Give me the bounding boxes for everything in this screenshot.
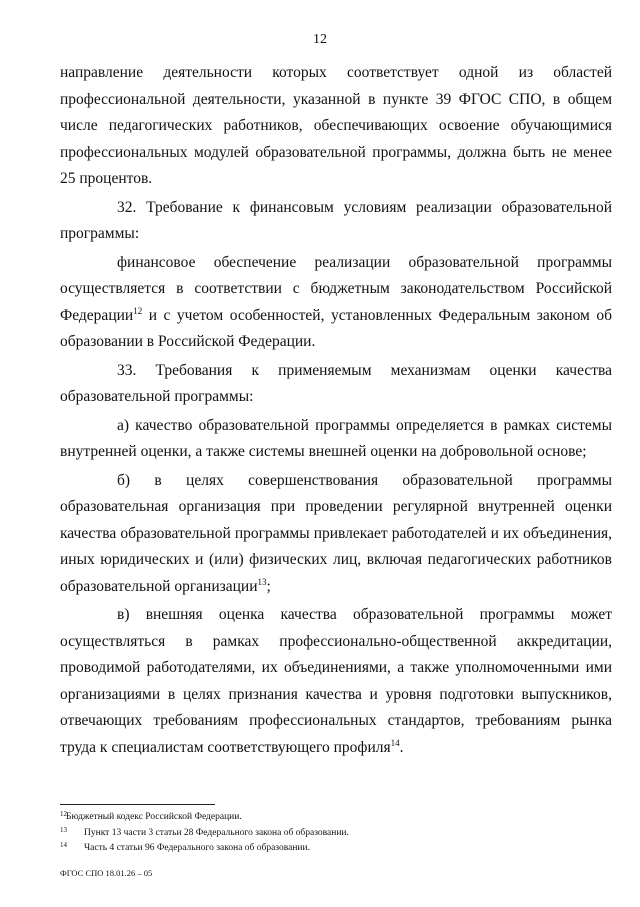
paragraph-financial-support [60,250,612,356]
footnote-separator [60,804,215,805]
footnote-number: 14 [60,841,67,849]
paragraph-continuation: направление деятельности которых соответствует одной из областей профессиональной деятельности, указанной в пункте 39 ФГОС СПО, в общем числе педагогических работников, обеспечивающих освоение обучающимися профессиональных модулей образовательной программы, должна быть не менее 25 процентов. [60,64,612,187]
footnote-14 [60,839,612,855]
page-number: 12 [313,32,327,47]
footnote-ref-13: 13 [257,576,267,587]
footnote-text: Часть 4 статьи 96 Федерального закона об образовании. [84,843,310,853]
paragraph-33b-end: ; [266,577,271,595]
footnote-ref-14: 14 [390,737,400,748]
paragraph-item-33b [60,468,612,601]
paragraph-item-33a: а) качество образовательной программы определяется в рамках системы внутренней оценки, а также системы внешней оценки на добровольной основе; [60,416,612,460]
footnote-13 [60,824,612,840]
footnote-number: 13 [60,825,67,834]
footnote-12 [60,808,612,824]
paragraph-item-33v [60,602,612,761]
footnote-text: Бюджетный кодекс Российской Федерации. [66,812,242,822]
paragraph-item-33: 33. Требования к применяемым механизмам оценки качества образовательной программы: [60,361,612,405]
paragraph-financial-text-end: и с учетом особенностей, установленных Федеральным законом об образовании в Российской Федерации. [60,306,612,350]
paragraph-item-32: 32. Требование к финансовым условиям реализации образовательной программы: [60,198,612,242]
footnote-text: Пункт 13 части 3 статьи 28 Федерального закона об образовании. [84,827,349,838]
paragraph-33b-text: б) в целях совершенствования образовательной программы образовательная организация при проведении регулярной внутренней оценки качества образовательной программы привлекает работодателей и их объединения, иных юридических и (или) физических лиц, включая педагогических работников образовательной организации [60,471,612,595]
footnote-ref-12: 12 [133,305,143,316]
paragraph-33v-text: в) внешняя оценка качества образовательной программы может осуществляться в рамках профессионально-общественной аккредитации, проводимой работодателями, их объединениями, а также уполномоченными ими организациями в целях признания качества и уровня подготовки выпускников, отвечающих требованиям профессиональных стандартов, требованиям рынка труда к специалистам соответствующего профиля [60,606,612,756]
footnote-number: 12 [60,810,67,818]
body-text [60,60,612,761]
document-code: ФГОС СПО 18.01.26 – 05 [60,868,153,878]
paragraph-33v-end: . [399,738,404,756]
paragraph-financial-text: финансовое обеспечение реализации образовательной программы осуществляется в соответствии с бюджетным законодательством Российской Федерации [60,253,612,324]
footnotes [60,808,612,855]
